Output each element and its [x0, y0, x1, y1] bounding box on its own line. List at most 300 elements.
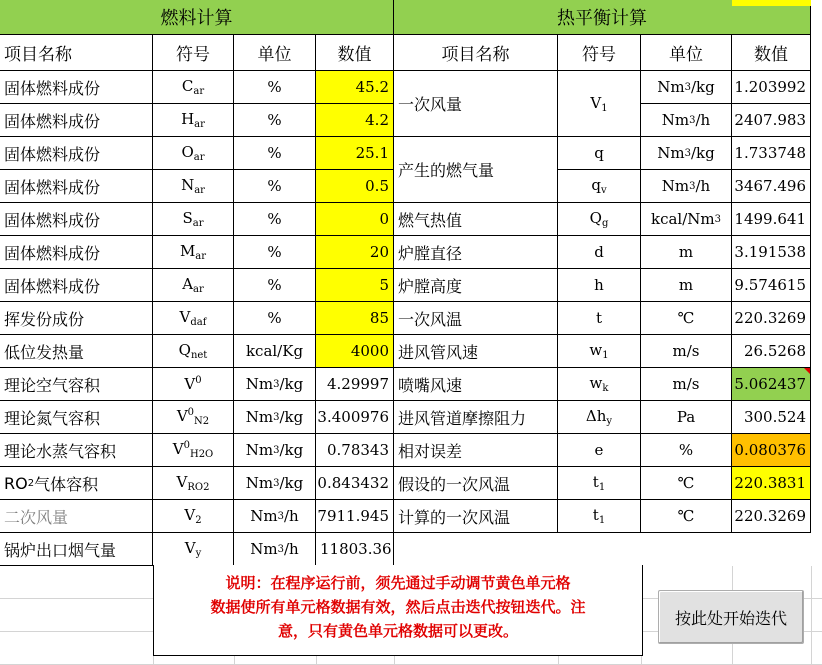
relative-error-cell: [732, 434, 811, 467]
gridline: [811, 566, 812, 665]
unit-text: ℃: [677, 309, 695, 327]
symbol: [593, 506, 605, 526]
row-label: 一次风量: [398, 95, 463, 114]
text: w: [589, 374, 603, 392]
cell-value: 1.733748: [734, 144, 806, 162]
heat-row-symbol: [558, 170, 641, 203]
text: V: [176, 407, 188, 425]
fuel-row-name: [0, 170, 153, 203]
unit-base: Nm: [657, 78, 685, 96]
cell-value: 4.29997: [326, 375, 389, 393]
heat-row-symbol: [558, 236, 641, 269]
text: Q: [589, 209, 602, 227]
cell-value: 0.080376: [734, 441, 806, 459]
symbol-sub: net: [190, 350, 208, 361]
heat-value-cell: [732, 269, 811, 302]
note-line-1: 说明：在程序运行前，须先通过手动调节黄色单元格: [225, 574, 571, 592]
start-iteration-button[interactable]: 按此处开始迭代: [658, 590, 804, 644]
heat-row-name: [394, 302, 558, 335]
column-header-unit: [234, 35, 316, 71]
fuel-row-unit: [234, 500, 316, 533]
fuel-row-name: [0, 137, 153, 170]
fuel-row-symbol: [153, 335, 234, 368]
cell-value: 11803.36: [320, 540, 392, 558]
fuel-row-unit: [234, 401, 316, 434]
symbol-sub: 1: [602, 350, 609, 361]
symbol-sub: k: [602, 383, 609, 394]
heat-row-unit: [641, 467, 732, 500]
text: 项目名称: [4, 45, 72, 65]
symbol-sub: ar: [193, 152, 205, 163]
symbol-sub: daf: [190, 317, 207, 328]
cell-value: 220.3831: [734, 474, 806, 492]
fuel-row-unit: [234, 533, 316, 566]
heat-value-cell: [732, 302, 811, 335]
cell-value: 4.2: [365, 111, 389, 129]
symbol: [596, 309, 602, 327]
cell-value: 0.78343: [326, 441, 389, 459]
text: V: [172, 440, 184, 458]
unit-text: m/s: [672, 342, 700, 360]
row-label-base: RO: [4, 473, 28, 493]
row-label-sub: 2: [27, 477, 35, 489]
fuel-value-cell: [316, 500, 394, 533]
heat-value-cell: [732, 236, 811, 269]
heat-row-name: [394, 269, 558, 302]
fuel-row-unit: [234, 137, 316, 170]
fuel-row-unit: [234, 170, 316, 203]
fuel-row-symbol: [153, 203, 234, 236]
fuel-value-cell: [316, 467, 394, 500]
fuel-row-unit: [234, 335, 316, 368]
text: V: [184, 375, 196, 393]
heat-row-name: [394, 467, 558, 500]
heat-row-unit: [641, 500, 732, 533]
cell-value: 9.574615: [734, 276, 806, 294]
row-label: 进风管道摩擦阻力: [398, 408, 527, 428]
text: O: [181, 143, 194, 161]
heat-value-cell: [732, 401, 811, 434]
unit-tail: /kg: [690, 78, 715, 96]
top-yellow-strip: [732, 0, 811, 6]
cell-value: 4000: [350, 342, 389, 360]
assumed-temp-input-cell[interactable]: [732, 467, 811, 500]
symbol-sub: y: [606, 416, 613, 427]
symbol-sub: y: [195, 548, 202, 559]
symbol: [590, 209, 609, 229]
text: 符号: [176, 45, 210, 65]
fuel-row-name: [0, 467, 153, 500]
heat-row-unit: [641, 71, 732, 104]
symbol-sup: 0: [195, 375, 202, 386]
row-label: 固体燃料成份: [4, 177, 101, 197]
fuel-row-name: [0, 71, 153, 104]
unit-text: %: [267, 144, 282, 162]
unit-sup: 3: [273, 477, 280, 489]
fuel-value-cell: [316, 434, 394, 467]
cell-value: 0: [379, 210, 389, 228]
symbol-sub: g: [601, 218, 609, 229]
heat-value-cell: [732, 137, 811, 170]
text: h: [594, 276, 604, 294]
text: d: [594, 243, 604, 261]
instruction-note: [153, 565, 643, 656]
symbol: [594, 243, 604, 261]
text: M: [179, 242, 196, 260]
text: 符号: [582, 45, 616, 65]
heat-value-cell: [732, 170, 811, 203]
unit-text: %: [267, 210, 282, 228]
unit-sup: 3: [277, 543, 284, 555]
fuel-input-cell[interactable]: [316, 170, 394, 203]
symbol-sub: ar: [194, 185, 205, 196]
row-label: 挥发份成份: [4, 309, 85, 329]
symbol-sub: v: [600, 185, 607, 196]
cell-value: 3.400976: [317, 408, 389, 426]
heat-row-unit: [641, 335, 732, 368]
unit-base: Nm: [245, 375, 274, 393]
unit-tail: /h: [695, 177, 711, 195]
text: e: [594, 441, 604, 459]
row-label: 固体燃料成份: [4, 276, 101, 296]
symbol: [184, 506, 201, 526]
heat-row-unit: [641, 434, 732, 467]
row-label: 燃气热值: [398, 210, 463, 230]
unit-tail: /h: [695, 111, 711, 129]
heat-row-name: [394, 401, 558, 434]
unit-sup: 3: [714, 213, 721, 225]
fuel-input-cell[interactable]: [316, 137, 394, 170]
cell-value: 5: [379, 276, 389, 294]
unit-sup: 3: [273, 411, 280, 423]
unit-text: m/s: [672, 375, 700, 393]
symbol-sub: 1: [601, 102, 608, 114]
symbol: [173, 440, 214, 460]
heat-row-name: [394, 236, 558, 269]
unit-text: %: [267, 309, 282, 327]
unit-text: Pa: [676, 408, 696, 426]
fuel-row-name: [0, 302, 153, 335]
cell-value: 0.5: [365, 177, 389, 195]
fuel-row-symbol: [153, 71, 234, 104]
fuel-input-cell[interactable]: [316, 71, 394, 104]
unit-base: Nm: [250, 540, 278, 558]
note-line-2: 数据使所有单元格数据有效，然后点击迭代按钮迭代。注: [210, 598, 586, 616]
fuel-row-name: [0, 236, 153, 269]
fuel-row-symbol: [153, 236, 234, 269]
heat-value-cell: [732, 500, 811, 533]
symbol: [181, 110, 205, 130]
unit-text: kcal/Kg: [245, 342, 304, 360]
unit-sup: 3: [273, 378, 280, 390]
row-label: 假设的一次风温: [398, 474, 511, 494]
symbol: [179, 341, 208, 361]
unit-base: Nm: [245, 441, 274, 459]
text: C: [181, 77, 194, 95]
fuel-row-unit: [234, 302, 316, 335]
cell-value: 2407.983: [734, 111, 806, 129]
text: V: [176, 473, 188, 491]
heat-row-unit: [641, 170, 732, 203]
heat-row-symbol: [558, 269, 641, 302]
text: t: [592, 506, 599, 524]
unit-text: %: [267, 243, 282, 261]
cell-value: 45.2: [355, 78, 389, 96]
text: V: [590, 93, 602, 112]
unit-tail: /kg: [279, 441, 304, 459]
heat-row-name: [394, 137, 558, 203]
text: 单位: [257, 45, 292, 65]
fuel-row-symbol: [153, 137, 234, 170]
row-label: 固体燃料成份: [4, 210, 101, 230]
text: w: [589, 341, 603, 359]
unit-tail: /kg: [279, 474, 304, 492]
cell-value: 3.191538: [734, 243, 806, 261]
heat-row-unit: [641, 236, 732, 269]
fuel-row-unit: [234, 467, 316, 500]
nozzle-speed-value-cell: [732, 368, 811, 401]
symbol: [595, 441, 604, 459]
column-header-symbol: [558, 35, 641, 71]
column-header-symbol: [153, 35, 234, 71]
unit-tail: /h: [284, 540, 299, 558]
text: H: [181, 110, 195, 128]
fuel-value-cell: [316, 401, 394, 434]
fuel-row-symbol: [153, 533, 234, 566]
heat-value-cell: [732, 71, 811, 104]
row-label: 相对误差: [398, 441, 463, 461]
unit-text: ℃: [677, 474, 695, 492]
text: Q: [178, 341, 191, 359]
text: 数值: [754, 45, 788, 65]
text: t: [595, 309, 603, 327]
fuel-row-name: [0, 368, 153, 401]
fuel-section-title: [0, 0, 394, 35]
heat-row-symbol: [558, 71, 641, 137]
fuel-row-symbol: [153, 104, 234, 137]
fuel-input-cell[interactable]: [316, 203, 394, 236]
fuel-row-symbol: [153, 269, 234, 302]
symbol: [594, 144, 604, 162]
unit-text: %: [678, 441, 694, 459]
text: V: [184, 539, 196, 557]
unit-tail: /kg: [690, 144, 715, 162]
heat-row-name: [394, 335, 558, 368]
heat-row-symbol: [558, 203, 641, 236]
row-label: 炉膛高度: [398, 276, 463, 296]
fuel-row-name: [0, 335, 153, 368]
cell-value: 1.203992: [734, 78, 806, 96]
heat-row-unit: [641, 203, 732, 236]
cell-value: 26.5268: [743, 342, 806, 360]
cell-value: 85: [369, 309, 389, 327]
unit-base: Nm: [250, 507, 278, 525]
unit-tail: /kg: [279, 408, 304, 426]
heat-row-unit: [641, 401, 732, 434]
column-header-unit: [641, 35, 732, 71]
symbol-sub: 2: [195, 515, 202, 526]
symbol-sub: ar: [193, 86, 205, 97]
row-label: 理论水蒸气容积: [4, 441, 117, 461]
cell-value: 0.843432: [317, 474, 389, 492]
row-label-tail: 气体容积: [34, 474, 99, 494]
heat-row-name: [394, 203, 558, 236]
text: 数值: [337, 45, 372, 65]
fuel-row-symbol: [153, 401, 234, 434]
fuel-row-symbol: [153, 170, 234, 203]
symbol: [593, 473, 605, 493]
fuel-row-name: [0, 269, 153, 302]
heat-row-symbol: [558, 302, 641, 335]
heat-row-symbol: [558, 368, 641, 401]
fuel-row-unit: [234, 71, 316, 104]
symbol-sub: RO2: [187, 482, 210, 493]
cell-value: 220.3269: [734, 507, 806, 525]
fuel-value-cell: [316, 533, 394, 566]
unit-sup: 3: [689, 114, 696, 126]
cell-value: 3467.496: [734, 177, 806, 195]
unit-base: kcal/Nm: [650, 210, 715, 228]
unit-text: ℃: [677, 507, 695, 525]
unit-sup: 3: [277, 510, 284, 522]
row-label: 产生的燃气量: [398, 161, 495, 180]
fuel-row-symbol: [153, 500, 234, 533]
unit-base: Nm: [661, 111, 690, 129]
heat-row-symbol: [558, 137, 641, 170]
cell-value: 1499.641: [734, 210, 806, 228]
text: S: [182, 209, 193, 227]
heat-value-cell: [732, 104, 811, 137]
fuel-row-unit: [234, 104, 316, 137]
heat-row-name: [394, 434, 558, 467]
note-line-3: 意，只有黄色单元格数据可以更改。: [277, 622, 518, 640]
cell-value: 25.1: [355, 144, 389, 162]
fuel-row-name: [0, 434, 153, 467]
fuel-row-name: [0, 203, 153, 236]
text: t: [592, 473, 599, 491]
fuel-row-unit: [234, 203, 316, 236]
fuel-input-cell[interactable]: [316, 302, 394, 335]
unit-text: m: [678, 276, 694, 294]
fuel-row-symbol: [153, 434, 234, 467]
comment-indicator-icon: [804, 368, 810, 374]
unit-base: Nm: [245, 474, 274, 492]
fuel-input-cell[interactable]: [316, 269, 394, 302]
symbol: [180, 242, 206, 262]
heat-row-symbol: [558, 500, 641, 533]
fuel-input-cell[interactable]: [316, 236, 394, 269]
row-label: 锅炉出口烟气量: [4, 540, 117, 560]
row-label: 喷嘴风速: [398, 375, 463, 395]
unit-sup: 3: [684, 147, 691, 159]
text: V: [184, 506, 196, 524]
symbol: [182, 209, 203, 229]
symbol-sup: 0: [183, 440, 190, 451]
column-header-value: [732, 35, 811, 71]
symbol-sup: 0: [187, 407, 195, 418]
heat-row-name: [394, 500, 558, 533]
text: q: [594, 144, 604, 162]
symbol-sub: ar: [192, 218, 204, 229]
cell-value: 300.524: [743, 408, 806, 426]
symbol-sub: 1: [598, 515, 606, 526]
unit-text: %: [267, 177, 282, 195]
fuel-row-symbol: [153, 368, 234, 401]
row-label: 固体燃料成份: [4, 111, 101, 131]
fuel-value-cell: [316, 368, 394, 401]
heat-row-symbol: [558, 401, 641, 434]
cell-value: 20: [369, 243, 389, 261]
text: N: [181, 176, 195, 194]
heat-row-unit: [641, 104, 732, 137]
row-label: 计算的一次风温: [398, 507, 511, 527]
fuel-row-unit: [234, 368, 316, 401]
fuel-row-unit: [234, 434, 316, 467]
heat-title-text: 热平衡计算: [557, 8, 647, 29]
symbol-sub: ar: [193, 284, 204, 295]
symbol: [591, 176, 606, 196]
heat-row-unit: [641, 302, 732, 335]
fuel-row-name: [0, 401, 153, 434]
fuel-input-cell[interactable]: [316, 104, 394, 137]
cell-value: 5.062437: [734, 375, 806, 393]
symbol: [177, 473, 210, 493]
heat-row-name: [394, 368, 558, 401]
text: V: [179, 308, 191, 326]
row-label: 进风管风速: [398, 342, 479, 362]
fuel-row-name: [0, 104, 153, 137]
symbol: [181, 176, 205, 196]
unit-text: %: [267, 111, 282, 129]
fuel-row-symbol: [153, 302, 234, 335]
row-label: 固体燃料成份: [4, 144, 101, 164]
symbol-sub: H2O: [189, 449, 214, 460]
column-header-value: [316, 35, 394, 71]
text: 单位: [669, 45, 703, 65]
heat-value-cell: [732, 203, 811, 236]
heat-row-symbol: [558, 335, 641, 368]
symbol: [589, 341, 608, 361]
heat-row-symbol: [558, 434, 641, 467]
fuel-row-name: [0, 500, 153, 533]
heat-value-cell: [732, 335, 811, 368]
symbol-sub: N2: [194, 416, 210, 427]
row-label: 低位发热量: [4, 342, 85, 362]
row-label: 固体燃料成份: [4, 243, 101, 263]
unit-text: %: [267, 276, 282, 294]
fuel-row-unit: [234, 269, 316, 302]
unit-base: Nm: [661, 177, 690, 195]
text: A: [182, 275, 194, 293]
fuel-row-symbol: [153, 467, 234, 500]
unit-text: %: [267, 78, 282, 96]
unit-text: m: [678, 243, 694, 261]
symbol: [184, 375, 201, 393]
column-header-name: [394, 35, 558, 71]
heat-row-name: [394, 71, 558, 137]
column-header-name: [0, 35, 153, 71]
heat-row-unit: [641, 137, 732, 170]
fuel-input-cell[interactable]: [316, 335, 394, 368]
unit-sup: 3: [273, 444, 280, 456]
symbol: [590, 374, 609, 394]
row-label: 理论氮气容积: [4, 408, 101, 428]
unit-base: Nm: [245, 408, 274, 426]
fuel-row-unit: [234, 236, 316, 269]
heat-row-unit: [641, 368, 732, 401]
symbol: [180, 308, 207, 328]
symbol-sub: ar: [195, 251, 207, 262]
